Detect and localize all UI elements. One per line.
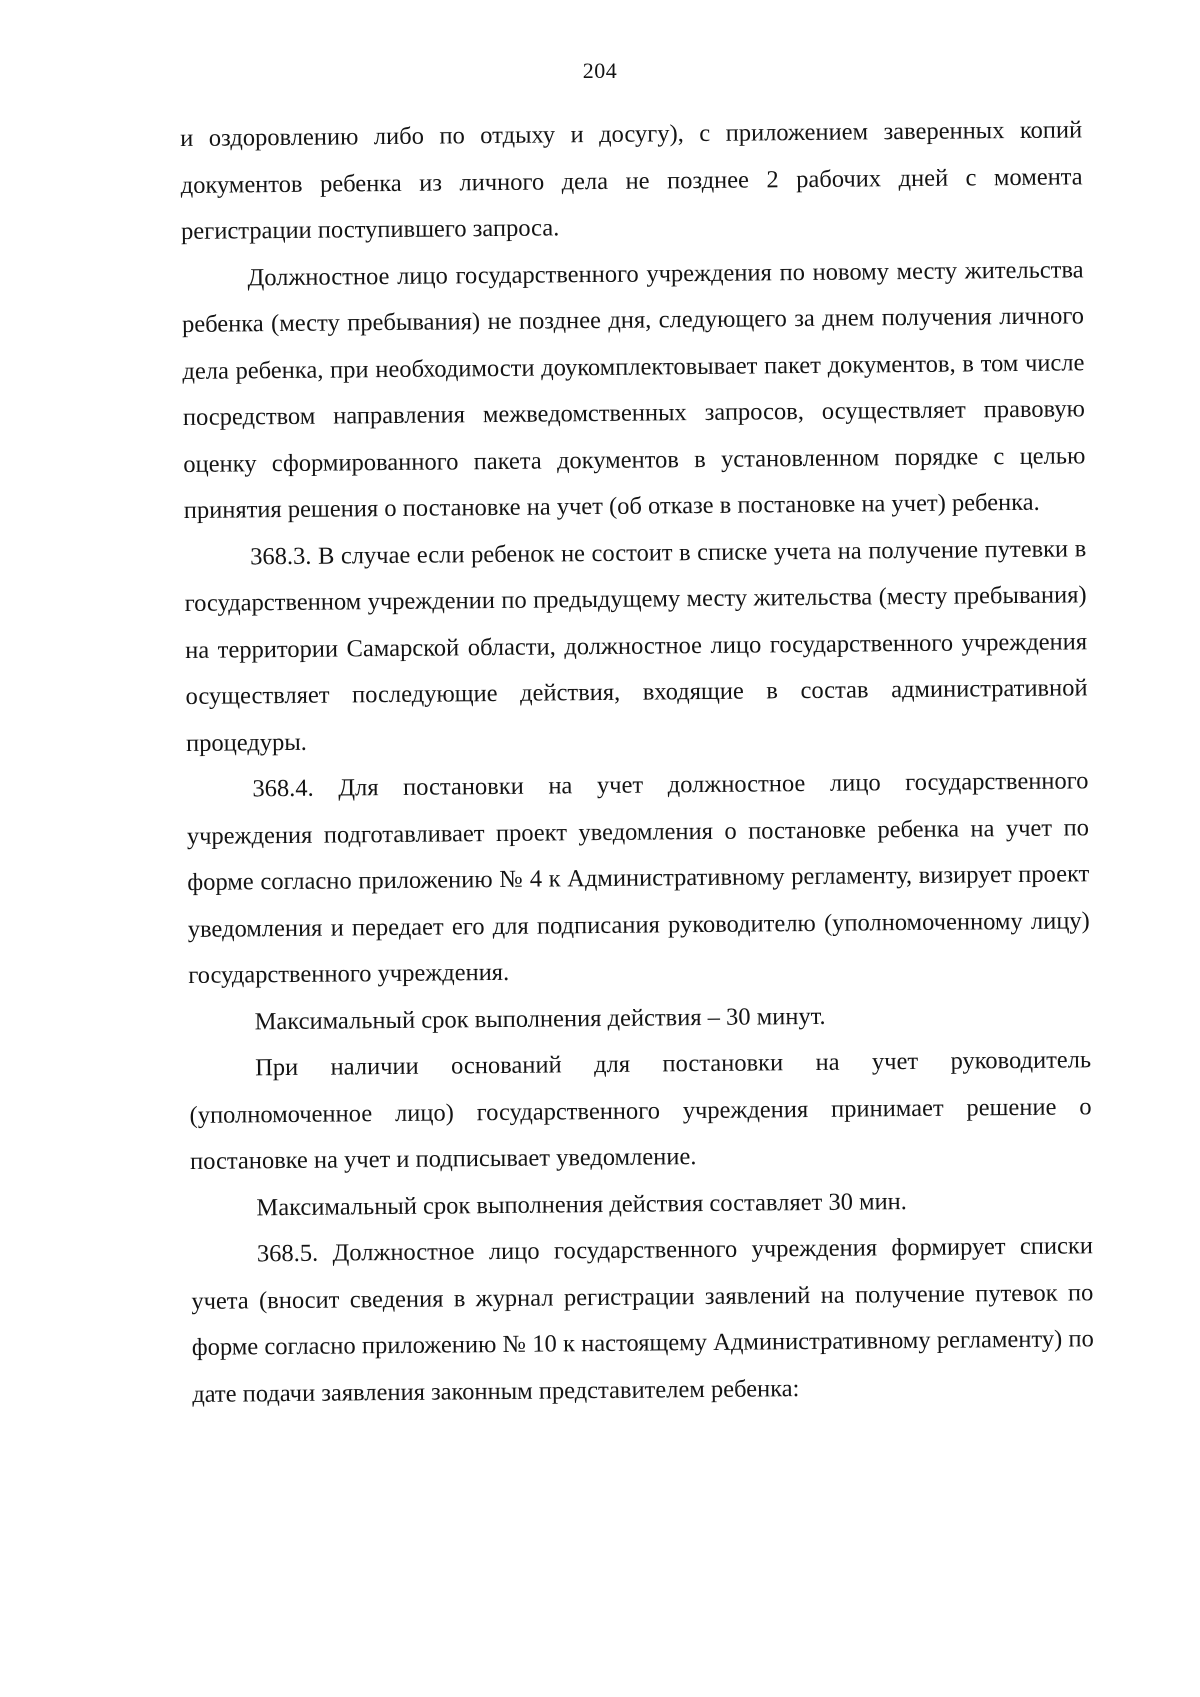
paragraph-max-time-30-minutes: Максимальный срок выполнения действия – 30 минут.: [254, 1002, 826, 1035]
paragraph-368-4: 368.4. Для постановки на учет должностное лицо государственного учреждения подготавливает проект уведомления о постановке ребенка на учет по форме согласно приложению № 4 к Административному регламенту, визирует проект уведомления и передает его для подписания руководителю (уполномоченному лицу) государственного учреждения.: [186, 767, 1090, 989]
paragraph-official-duties: Должностное лицо государственного учреждения по новому месту жительства ребенка (месту пребывания) не позднее дня, следующего за днем получения личного дела ребенка, при необходимости доукомплектовывает пакет документов, в том числе посредством направления межведомственных запросов, осуществляет правовую оценку сформированного пакета документов в установленном порядке с целью принятия решения о постановке на учет (об отказе в постановке на учет) ребенка.: [181, 255, 1086, 524]
paragraph-368-5: 368.5. Должностное лицо государственного учреждения формирует списки учета (вносит сведения в журнал регистрации заявлений на получение путевок по форме согласно приложению № 10 к настоящему Административному регламенту) по дате подачи заявления законным представителем ребенка:: [191, 1232, 1094, 1408]
paragraph-max-time-30-min: Максимальный срок выполнения действия составляет 30 мин.: [256, 1187, 907, 1221]
page-number: 204: [582, 58, 618, 83]
paragraph-continuation: и оздоровлению либо по отдыху и досугу), с приложением заверенных копий документов ребенка из личного дела не позднее 2 рабочих дней с момента регистрации поступившего запроса.: [180, 116, 1083, 245]
paragraph-368-3: 368.3. В случае если ребенок не состоит в списке учета на получение путевки в государственном учреждении по предыдущему месту жительства (месту пребывания) на территории Самарской области, должностное лицо государственного учреждения осуществляет последующие действия, входящие в состав административной процедуры.: [184, 534, 1088, 757]
paragraph-registration-decision: При наличии оснований для постановки на учет руководитель (уполномоченное лицо) государственного учреждения принимает решение о постановке на учет и подписывает уведомление.: [189, 1046, 1092, 1175]
document-body: [180, 107, 1094, 1418]
